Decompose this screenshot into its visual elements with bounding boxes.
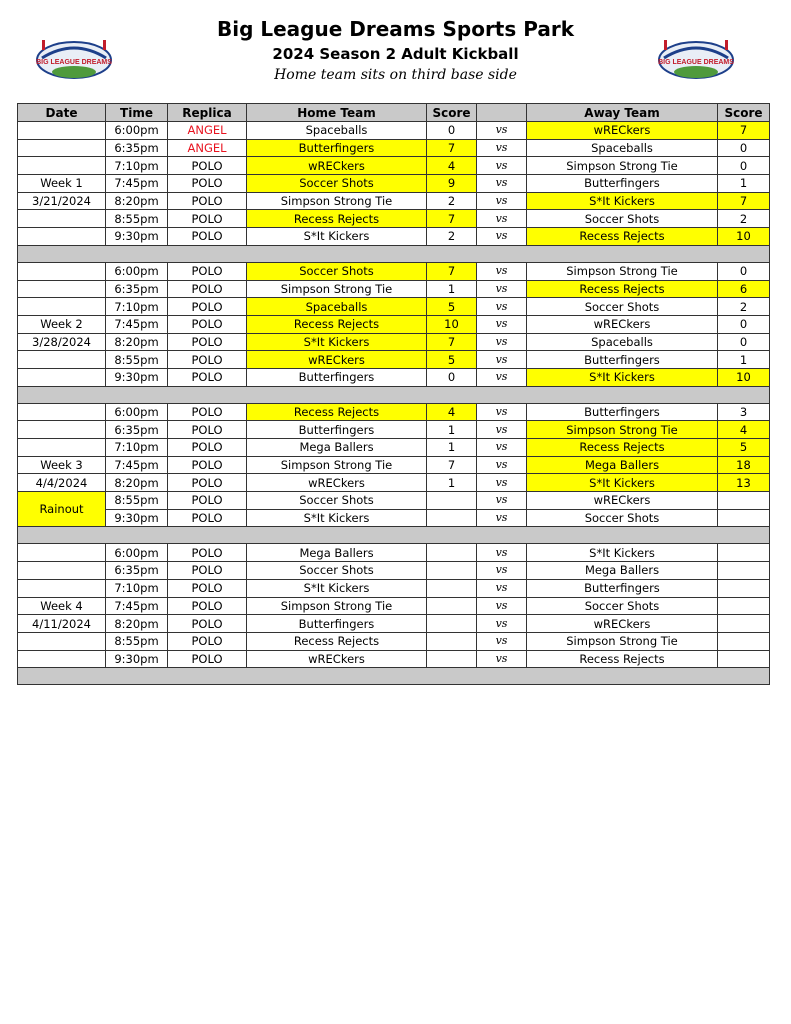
- away-score-cell: 10: [718, 368, 770, 386]
- home-team-cell: wRECkers: [247, 650, 427, 668]
- vs-cell: vs: [477, 298, 527, 316]
- date-cell-empty: [18, 351, 106, 369]
- away-team-cell: Simpson Strong Tie: [527, 262, 718, 280]
- week-label: Week 1: [18, 175, 106, 193]
- replica-cell: POLO: [168, 157, 247, 175]
- home-score-cell: 2: [427, 192, 477, 210]
- table-header-row: [18, 104, 770, 122]
- time-cell: 7:45pm: [106, 175, 168, 193]
- away-score-cell: 7: [718, 192, 770, 210]
- time-cell: 6:00pm: [106, 544, 168, 562]
- away-score-cell: [718, 650, 770, 668]
- home-score-cell: 10: [427, 315, 477, 333]
- week-separator: [18, 527, 770, 544]
- away-team-cell: Butterfingers: [527, 351, 718, 369]
- home-score-cell: 1: [427, 421, 477, 439]
- home-score-cell: [427, 615, 477, 633]
- home-team-cell: Soccer Shots: [247, 262, 427, 280]
- time-cell: 8:20pm: [106, 333, 168, 351]
- away-team-cell: Recess Rejects: [527, 650, 718, 668]
- game-row: [18, 544, 770, 562]
- home-team-cell: Recess Rejects: [247, 632, 427, 650]
- home-team-cell: Spaceballs: [247, 122, 427, 140]
- away-team-cell: S*It Kickers: [527, 474, 718, 492]
- date-cell-empty: [18, 122, 106, 140]
- game-row: [18, 632, 770, 650]
- column-header-date: Date: [18, 104, 106, 122]
- away-team-cell: Butterfingers: [527, 403, 718, 421]
- away-team-cell: wRECkers: [527, 492, 718, 510]
- away-team-cell: Soccer Shots: [527, 509, 718, 527]
- date-cell-empty: [18, 579, 106, 597]
- time-cell: 6:35pm: [106, 421, 168, 439]
- week-separator: [18, 386, 770, 403]
- schedule-body: [18, 122, 770, 685]
- date-cell-empty: [18, 157, 106, 175]
- rainout-label: Rainout: [18, 492, 106, 527]
- home-team-cell: S*It Kickers: [247, 333, 427, 351]
- away-team-cell: wRECkers: [527, 315, 718, 333]
- page-title: Big League Dreams Sports Park: [216, 17, 575, 41]
- date-cell-empty: [18, 439, 106, 457]
- away-score-cell: [718, 509, 770, 527]
- vs-cell: vs: [477, 562, 527, 580]
- away-team-cell: Spaceballs: [527, 333, 718, 351]
- time-cell: 6:00pm: [106, 122, 168, 140]
- home-score-cell: [427, 509, 477, 527]
- replica-cell: POLO: [168, 509, 247, 527]
- game-row: [18, 175, 770, 193]
- game-row: [18, 298, 770, 316]
- away-score-cell: 18: [718, 456, 770, 474]
- home-score-cell: 5: [427, 298, 477, 316]
- time-cell: 8:55pm: [106, 351, 168, 369]
- replica-cell: POLO: [168, 192, 247, 210]
- replica-cell: POLO: [168, 403, 247, 421]
- home-team-cell: Butterfingers: [247, 615, 427, 633]
- away-score-cell: 2: [718, 298, 770, 316]
- schedule-table: [17, 103, 770, 685]
- vs-cell: vs: [477, 474, 527, 492]
- home-score-cell: [427, 579, 477, 597]
- league-logo-left: [34, 36, 114, 82]
- time-cell: 9:30pm: [106, 368, 168, 386]
- vs-cell: vs: [477, 139, 527, 157]
- replica-cell: POLO: [168, 262, 247, 280]
- away-score-cell: 0: [718, 262, 770, 280]
- column-header-time: Time: [106, 104, 168, 122]
- home-score-cell: 7: [427, 139, 477, 157]
- column-header-vs: [477, 104, 527, 122]
- replica-cell: POLO: [168, 333, 247, 351]
- time-cell: 9:30pm: [106, 228, 168, 246]
- column-header-replica: Replica: [168, 104, 247, 122]
- away-score-cell: 1: [718, 351, 770, 369]
- away-score-cell: [718, 597, 770, 615]
- game-row: [18, 157, 770, 175]
- game-row: [18, 474, 770, 492]
- date-cell-empty: [18, 368, 106, 386]
- home-score-cell: 0: [427, 122, 477, 140]
- time-cell: 8:55pm: [106, 492, 168, 510]
- replica-cell: POLO: [168, 474, 247, 492]
- away-team-cell: Recess Rejects: [527, 280, 718, 298]
- vs-cell: vs: [477, 597, 527, 615]
- away-score-cell: [718, 562, 770, 580]
- time-cell: 7:45pm: [106, 456, 168, 474]
- week-separator-row: [18, 527, 770, 544]
- away-score-cell: [718, 632, 770, 650]
- away-team-cell: wRECkers: [527, 122, 718, 140]
- time-cell: 8:20pm: [106, 192, 168, 210]
- vs-cell: vs: [477, 579, 527, 597]
- away-score-cell: 4: [718, 421, 770, 439]
- game-row: [18, 280, 770, 298]
- week-date: 4/11/2024: [18, 615, 106, 633]
- replica-cell: POLO: [168, 544, 247, 562]
- date-cell-empty: [18, 562, 106, 580]
- time-cell: 7:10pm: [106, 157, 168, 175]
- vs-cell: vs: [477, 403, 527, 421]
- week-label: Week 2: [18, 315, 106, 333]
- date-cell-empty: [18, 280, 106, 298]
- replica-cell: POLO: [168, 439, 247, 457]
- away-team-cell: Soccer Shots: [527, 597, 718, 615]
- time-cell: 8:55pm: [106, 632, 168, 650]
- time-cell: 6:35pm: [106, 139, 168, 157]
- page-subtitle: 2024 Season 2 Adult Kickball: [272, 45, 519, 63]
- home-score-cell: 7: [427, 262, 477, 280]
- vs-cell: vs: [477, 650, 527, 668]
- away-score-cell: 1: [718, 175, 770, 193]
- week-label: Week 3: [18, 456, 106, 474]
- game-row: [18, 615, 770, 633]
- column-header-away-score: Score: [718, 104, 770, 122]
- time-cell: 7:45pm: [106, 315, 168, 333]
- vs-cell: vs: [477, 456, 527, 474]
- home-team-note: Home team sits on third base side: [274, 67, 517, 83]
- time-cell: 7:10pm: [106, 298, 168, 316]
- away-score-cell: 10: [718, 228, 770, 246]
- date-cell-empty: [18, 421, 106, 439]
- away-team-cell: Butterfingers: [527, 579, 718, 597]
- game-row: [18, 315, 770, 333]
- week-separator: [18, 668, 770, 685]
- game-row: [18, 333, 770, 351]
- game-row: [18, 262, 770, 280]
- time-cell: 7:10pm: [106, 439, 168, 457]
- week-label: Week 4: [18, 597, 106, 615]
- replica-cell: POLO: [168, 368, 247, 386]
- week-separator: [18, 245, 770, 262]
- home-score-cell: 4: [427, 403, 477, 421]
- game-row: [18, 421, 770, 439]
- away-team-cell: Mega Ballers: [527, 456, 718, 474]
- replica-cell: POLO: [168, 280, 247, 298]
- away-score-cell: 2: [718, 210, 770, 228]
- home-score-cell: 7: [427, 333, 477, 351]
- away-team-cell: Soccer Shots: [527, 298, 718, 316]
- home-score-cell: [427, 562, 477, 580]
- away-score-cell: 6: [718, 280, 770, 298]
- home-score-cell: [427, 492, 477, 510]
- home-team-cell: Soccer Shots: [247, 175, 427, 193]
- game-row: [18, 439, 770, 457]
- time-cell: 6:35pm: [106, 280, 168, 298]
- league-logo-right: [656, 36, 736, 82]
- date-cell-empty: [18, 262, 106, 280]
- away-team-cell: Butterfingers: [527, 175, 718, 193]
- vs-cell: vs: [477, 492, 527, 510]
- vs-cell: vs: [477, 632, 527, 650]
- home-team-cell: wRECkers: [247, 474, 427, 492]
- vs-cell: vs: [477, 544, 527, 562]
- vs-cell: vs: [477, 439, 527, 457]
- time-cell: 8:20pm: [106, 474, 168, 492]
- date-cell-empty: [18, 403, 106, 421]
- column-header-home-team: Home Team: [247, 104, 427, 122]
- away-team-cell: S*It Kickers: [527, 544, 718, 562]
- away-team-cell: Simpson Strong Tie: [527, 157, 718, 175]
- game-row: [18, 210, 770, 228]
- game-row: [18, 403, 770, 421]
- time-cell: 9:30pm: [106, 509, 168, 527]
- game-row: [18, 228, 770, 246]
- home-team-cell: S*It Kickers: [247, 509, 427, 527]
- away-score-cell: [718, 492, 770, 510]
- column-header-away-team: Away Team: [527, 104, 718, 122]
- game-row: [18, 122, 770, 140]
- home-team-cell: Soccer Shots: [247, 492, 427, 510]
- game-row: [18, 650, 770, 668]
- home-team-cell: wRECkers: [247, 351, 427, 369]
- time-cell: 8:20pm: [106, 615, 168, 633]
- away-team-cell: Recess Rejects: [527, 439, 718, 457]
- time-cell: 8:55pm: [106, 210, 168, 228]
- vs-cell: vs: [477, 228, 527, 246]
- away-team-cell: Spaceballs: [527, 139, 718, 157]
- date-cell-empty: [18, 632, 106, 650]
- away-score-cell: 7: [718, 122, 770, 140]
- home-score-cell: 5: [427, 351, 477, 369]
- away-team-cell: S*It Kickers: [527, 192, 718, 210]
- away-team-cell: Simpson Strong Tie: [527, 632, 718, 650]
- svg-text:BIG LEAGUE DREAMS: BIG LEAGUE DREAMS: [658, 59, 734, 66]
- date-cell-empty: [18, 139, 106, 157]
- column-header-home-score: Score: [427, 104, 477, 122]
- week-date: 3/21/2024: [18, 192, 106, 210]
- game-row: [18, 509, 770, 527]
- replica-cell: POLO: [168, 615, 247, 633]
- date-cell-empty: [18, 544, 106, 562]
- game-row: [18, 562, 770, 580]
- away-team-cell: Simpson Strong Tie: [527, 421, 718, 439]
- home-team-cell: Recess Rejects: [247, 403, 427, 421]
- away-score-cell: 3: [718, 403, 770, 421]
- date-cell-empty: [18, 210, 106, 228]
- vs-cell: vs: [477, 315, 527, 333]
- home-score-cell: [427, 544, 477, 562]
- away-team-cell: wRECkers: [527, 615, 718, 633]
- time-cell: 9:30pm: [106, 650, 168, 668]
- away-team-cell: Soccer Shots: [527, 210, 718, 228]
- time-cell: 7:45pm: [106, 597, 168, 615]
- replica-cell: POLO: [168, 456, 247, 474]
- week-separator-row: [18, 668, 770, 685]
- vs-cell: vs: [477, 615, 527, 633]
- home-team-cell: S*It Kickers: [247, 228, 427, 246]
- away-score-cell: 0: [718, 139, 770, 157]
- away-team-cell: Mega Ballers: [527, 562, 718, 580]
- vs-cell: vs: [477, 368, 527, 386]
- replica-cell: POLO: [168, 597, 247, 615]
- home-score-cell: 1: [427, 280, 477, 298]
- game-row: [18, 579, 770, 597]
- away-score-cell: [718, 579, 770, 597]
- home-team-cell: Butterfingers: [247, 421, 427, 439]
- game-row: [18, 368, 770, 386]
- home-team-cell: Recess Rejects: [247, 315, 427, 333]
- replica-cell: POLO: [168, 650, 247, 668]
- home-score-cell: 7: [427, 210, 477, 228]
- home-score-cell: [427, 632, 477, 650]
- vs-cell: vs: [477, 351, 527, 369]
- home-score-cell: 2: [427, 228, 477, 246]
- replica-cell: POLO: [168, 175, 247, 193]
- home-score-cell: 1: [427, 474, 477, 492]
- vs-cell: vs: [477, 210, 527, 228]
- away-score-cell: 0: [718, 333, 770, 351]
- svg-text:BIG LEAGUE DREAMS: BIG LEAGUE DREAMS: [36, 59, 112, 66]
- game-row: [18, 597, 770, 615]
- week-separator-row: [18, 245, 770, 262]
- date-cell-empty: [18, 650, 106, 668]
- replica-cell: POLO: [168, 210, 247, 228]
- replica-cell: POLO: [168, 421, 247, 439]
- vs-cell: vs: [477, 192, 527, 210]
- replica-cell: POLO: [168, 351, 247, 369]
- game-row: [18, 139, 770, 157]
- home-score-cell: [427, 650, 477, 668]
- home-team-cell: S*It Kickers: [247, 579, 427, 597]
- time-cell: 6:00pm: [106, 403, 168, 421]
- home-team-cell: Spaceballs: [247, 298, 427, 316]
- time-cell: 6:00pm: [106, 262, 168, 280]
- home-score-cell: [427, 597, 477, 615]
- replica-cell: POLO: [168, 298, 247, 316]
- home-score-cell: 1: [427, 439, 477, 457]
- home-team-cell: Mega Ballers: [247, 439, 427, 457]
- away-score-cell: 13: [718, 474, 770, 492]
- replica-cell: POLO: [168, 579, 247, 597]
- replica-cell: POLO: [168, 492, 247, 510]
- home-team-cell: Simpson Strong Tie: [247, 456, 427, 474]
- home-score-cell: 0: [427, 368, 477, 386]
- game-row: [18, 192, 770, 210]
- replica-cell: POLO: [168, 228, 247, 246]
- away-score-cell: 0: [718, 157, 770, 175]
- home-team-cell: Simpson Strong Tie: [247, 280, 427, 298]
- home-score-cell: 7: [427, 456, 477, 474]
- replica-cell: POLO: [168, 632, 247, 650]
- week-separator-row: [18, 386, 770, 403]
- vs-cell: vs: [477, 509, 527, 527]
- home-score-cell: 4: [427, 157, 477, 175]
- home-team-cell: Butterfingers: [247, 139, 427, 157]
- date-cell-empty: [18, 298, 106, 316]
- game-row: [18, 456, 770, 474]
- away-score-cell: 0: [718, 315, 770, 333]
- vs-cell: vs: [477, 157, 527, 175]
- replica-cell: POLO: [168, 562, 247, 580]
- away-score-cell: [718, 615, 770, 633]
- vs-cell: vs: [477, 262, 527, 280]
- vs-cell: vs: [477, 122, 527, 140]
- vs-cell: vs: [477, 280, 527, 298]
- away-team-cell: S*It Kickers: [527, 368, 718, 386]
- home-team-cell: Recess Rejects: [247, 210, 427, 228]
- vs-cell: vs: [477, 421, 527, 439]
- away-team-cell: Recess Rejects: [527, 228, 718, 246]
- home-score-cell: 9: [427, 175, 477, 193]
- vs-cell: vs: [477, 333, 527, 351]
- replica-cell: ANGEL: [168, 122, 247, 140]
- home-team-cell: Butterfingers: [247, 368, 427, 386]
- replica-cell: POLO: [168, 315, 247, 333]
- away-score-cell: 5: [718, 439, 770, 457]
- week-date: 3/28/2024: [18, 333, 106, 351]
- game-row: [18, 492, 770, 510]
- time-cell: 6:35pm: [106, 562, 168, 580]
- vs-cell: vs: [477, 175, 527, 193]
- time-cell: 7:10pm: [106, 579, 168, 597]
- replica-cell: ANGEL: [168, 139, 247, 157]
- home-team-cell: Simpson Strong Tie: [247, 192, 427, 210]
- date-cell-empty: [18, 228, 106, 246]
- week-date: 4/4/2024: [18, 474, 106, 492]
- away-score-cell: [718, 544, 770, 562]
- home-team-cell: Mega Ballers: [247, 544, 427, 562]
- game-row: [18, 351, 770, 369]
- home-team-cell: Soccer Shots: [247, 562, 427, 580]
- home-team-cell: Simpson Strong Tie: [247, 597, 427, 615]
- home-team-cell: wRECkers: [247, 157, 427, 175]
